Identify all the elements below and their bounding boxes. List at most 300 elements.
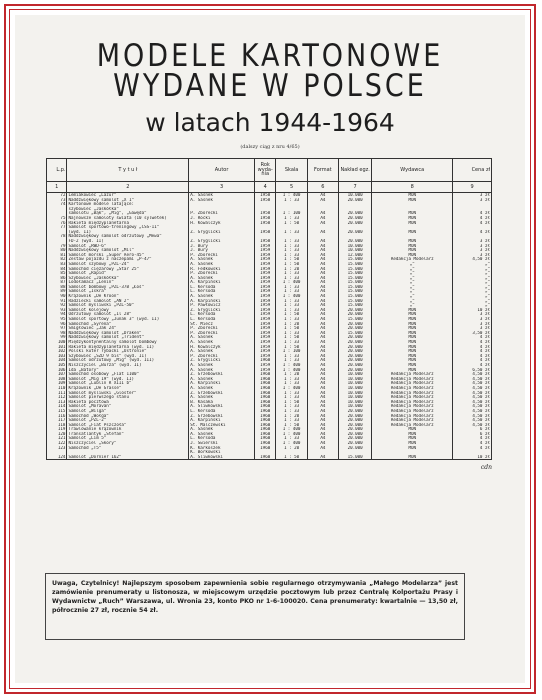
cell-publisher: Redakcja Modelarz <box>372 414 453 419</box>
cell-author: L. Kersoda <box>189 285 255 290</box>
cell-format: A4 <box>307 400 338 405</box>
cell-scale: 1 : 50 <box>276 423 307 428</box>
cell-publisher: MON <box>372 198 453 203</box>
cell-lp: 75 <box>47 216 67 221</box>
cell-year: 1960 <box>254 381 276 386</box>
cell-author: A. Sasnek <box>189 432 255 437</box>
cell-lp: 87 <box>47 280 67 285</box>
header-year: Rok wyda-nia <box>254 159 276 182</box>
cell-author: A. Sasnek <box>189 427 255 432</box>
cell-price: 4 zł <box>453 436 492 441</box>
cell-print-run: 15.000 <box>338 267 371 272</box>
cell-price: 4 zł <box>453 446 492 451</box>
cell-format: A4 <box>307 436 338 441</box>
cell-publisher: „” <box>372 280 453 285</box>
cell-publisher: MON <box>372 244 453 249</box>
cell-publisher: MON <box>372 331 453 336</box>
cell-print-run: 10.000 <box>338 386 371 391</box>
cell-scale: 1 : 100 <box>276 349 307 354</box>
cell-title: Naddźwiękowy samolot „X 1” <box>67 198 189 203</box>
cell-scale: 1 : 50 <box>276 326 307 331</box>
cell-print-run: 15.000 <box>338 271 371 276</box>
cell-title: Międzykontynentalny samolot bombowy <box>67 340 189 345</box>
cell-publisher: MON <box>372 239 453 244</box>
cell-lp: 77 <box>47 225 67 230</box>
cell-format: A4 <box>307 289 338 294</box>
cell-lp: 88 <box>47 285 67 290</box>
cell-title: Samochód „Wołga” <box>67 414 189 419</box>
cell-price: 3 zł <box>453 193 492 198</box>
table-header-row <box>47 159 492 182</box>
cell-format: A4 <box>307 441 338 446</box>
cell-year: 1959 <box>254 368 276 373</box>
cell-author: A. Śliwkowski <box>189 455 255 460</box>
cell-author: A. Sasnek <box>189 340 255 345</box>
cell-lp: 74 <box>47 202 67 207</box>
cell-lp: 85 <box>47 271 67 276</box>
cell-title: Trawlowanie krążownik <box>67 427 189 432</box>
cell-title: Samolot szybowy „PZL-24” <box>67 262 189 267</box>
cell-scale: 1 : 33 <box>276 317 307 322</box>
cell-author: H. Kowalczyk <box>189 221 255 226</box>
cell-year: 1959 <box>254 331 276 336</box>
cell-print-run: 20.000 <box>338 312 371 317</box>
cell-lp: 118 <box>47 423 67 428</box>
cell-title: Samolot myśliwski „Gloster” <box>67 391 189 396</box>
cell-publisher: „” <box>372 276 453 281</box>
cell-author: L. Kersoda <box>189 436 255 441</box>
cell-author: St. Malczewski <box>189 423 255 428</box>
cell-price: 3 zł <box>453 248 492 253</box>
cell-lp: 96 <box>47 322 67 327</box>
cell-year: 1959 <box>254 244 276 249</box>
cell-scale: 1 : 400 <box>276 386 307 391</box>
cell-author: A. Karpiński <box>189 418 255 423</box>
cell-format: A4 <box>307 193 338 198</box>
cell-price: 4 zł <box>453 340 492 345</box>
cell-format: A4 <box>307 303 338 308</box>
cell-lp: 109 <box>47 381 67 386</box>
cell-year: 1960 <box>254 372 276 377</box>
cell-scale: 1 : 20 <box>276 414 307 419</box>
cell-price: 4 zł <box>453 335 492 340</box>
cell-format: A4 <box>307 216 338 221</box>
cell-year: 1960 <box>254 455 276 460</box>
cell-title: Najnowsze samoloty świata (10 sylwetek) <box>67 216 189 221</box>
cell-price: 4,50 zł <box>453 423 492 428</box>
cell-scale: 1 : 33 <box>276 331 307 336</box>
cell-print-run: 20.000 <box>338 423 371 428</box>
cell-scale: 1 : 33 <box>276 409 307 414</box>
cell-price: „” <box>453 267 492 272</box>
cell-lp: 83 <box>47 262 67 267</box>
cell-author: P. Zborecki <box>189 211 255 216</box>
cell-scale: 1 : 20 <box>276 322 307 327</box>
cell-print-run: 10.000 <box>338 377 371 382</box>
cell-scale: 1 : 33 <box>276 303 307 308</box>
cell-format: A4 <box>307 372 338 377</box>
cell-author: L. Kersoda <box>189 289 255 294</box>
cell-title: (wyd. II) <box>67 230 189 235</box>
cell-print-run: 15.000 <box>338 317 371 322</box>
cell-print-run: 20.000 <box>338 409 371 414</box>
cell-title: Lodołamacz „Lenin” <box>67 280 189 285</box>
cell-scale: 1 : 50 <box>276 455 307 460</box>
title-line-2: WYDANE W POLSCE <box>113 68 427 105</box>
cell-year: 1959 <box>254 276 276 281</box>
cell-year: 1959 <box>254 312 276 317</box>
cell-price: „” <box>453 289 492 294</box>
cell-format: A4 <box>307 404 338 409</box>
cell-print-run: 10.000 <box>338 391 371 396</box>
cell-scale: 1 : 20 <box>276 267 307 272</box>
cell-publisher: MON <box>372 317 453 322</box>
cell-lp: 72 <box>47 193 67 198</box>
cell-title: szybowiec „Jaskółka” <box>67 207 189 212</box>
cell-print-run: 20.000 <box>338 326 371 331</box>
cell-title: Naddźwiękowy samolot „Trident” <box>67 335 189 340</box>
cell-author: A. Sasnek <box>189 257 255 262</box>
cell-publisher: „” <box>372 271 453 276</box>
cell-scale: 1 : 33 <box>276 216 307 221</box>
cell-lp: 111 <box>47 391 67 396</box>
cell-format: A4 <box>307 308 338 313</box>
cell-print-run: 20.000 <box>338 441 371 446</box>
cell-author: A. Sasnek <box>189 335 255 340</box>
cell-format: A4 <box>307 326 338 331</box>
cell-author: A. Sasnek <box>189 395 255 400</box>
cell-scale: 1 : 33 <box>276 289 307 294</box>
cell-year: 1959 <box>254 267 276 272</box>
cell-scale: 1 : 33 <box>276 340 307 345</box>
header-title: T y t u ł <box>67 159 189 182</box>
cell-year: 1960 <box>254 377 276 382</box>
cell-year: 1960 <box>254 446 276 451</box>
cell-author: A. Śliwkowski <box>189 404 255 409</box>
header-format: Format <box>307 159 338 182</box>
cell-print-run: 15.000 <box>338 257 371 262</box>
cell-author: P. Zborecki <box>189 326 255 331</box>
cell-publisher: MON <box>372 354 453 359</box>
cell-title: Naddźwiękowy samolot „Mil” <box>67 248 189 253</box>
cell-publisher: MON <box>372 216 453 221</box>
cell-print-run: 15.000 <box>338 294 371 299</box>
cell-lp: 73 <box>47 198 67 203</box>
cell-print-run: 20.000 <box>338 368 371 373</box>
cell-scale: 1 : 50 <box>276 400 307 405</box>
cell-print-run: 10.000 <box>338 244 371 249</box>
cell-title: Samolot „Lublin R XIII b” <box>67 381 189 386</box>
cell-scale: 1 : 33 <box>276 248 307 253</box>
cell-price: 4 zł <box>453 349 492 354</box>
cell-title: Ida „Batory” <box>67 368 189 373</box>
cell-title: FD-2 (wyd. II) <box>67 239 189 244</box>
cell-title: samolotu „Bąk”, „Mig”, „Gawęda” <box>67 211 189 216</box>
cell-publisher: MON <box>372 221 453 226</box>
cell-title: Samolot morski „Super Aero-45” <box>67 253 189 258</box>
cell-format: A4 <box>307 349 338 354</box>
cell-title: Samolot pierwszego stanu <box>67 395 189 400</box>
cell-lp: 91 <box>47 299 67 304</box>
cell-year: 1959 <box>254 299 276 304</box>
cell-price: 4,50 zł <box>453 395 492 400</box>
cell-publisher: MON <box>372 253 453 258</box>
subscription-notice: Uwaga, Czytelnicy! Najlepszym sposobem zapewnienia sobie regularnego otrzymywania „Małego Modelarza” jest zamówienie prenumeraty u listonosza, w miejscowym urzędzie pocztowym lub przez Centralę Kolportażu Prasy i Wydawnictw „Ruch” Warszawa, ul. Wronia 23, konto PKO nr 1-6-100020. Cena prenumeraty: kwartalnie — 13,50 zł, półrocznie 27 zł, rocznie 54 zł. <box>45 573 465 640</box>
cell-year: 1960 <box>254 409 276 414</box>
column-number: 9 <box>453 182 492 193</box>
cell-format: A4 <box>307 345 338 350</box>
cell-publisher: MON <box>372 193 453 198</box>
cell-year: 1960 <box>254 358 276 363</box>
cell-lp: 80 <box>47 248 67 253</box>
cell-publisher: Redakcja Modelarz <box>372 423 453 428</box>
cell-publisher: „” <box>372 303 453 308</box>
column-number: 2 <box>67 182 189 193</box>
cell-publisher: Redakcja Modelarz <box>372 372 453 377</box>
cell-scale: 1 : 50 <box>276 312 307 317</box>
cell-format: A4 <box>307 280 338 285</box>
cell-scale: 1 : 400 <box>276 363 307 368</box>
cell-lp: 89 <box>47 289 67 294</box>
cell-format: A4 <box>307 294 338 299</box>
cell-publisher: Redakcja Modelarz <box>372 418 453 423</box>
cell-year: 1959 <box>254 354 276 359</box>
cell-author: Z. Grzebowski <box>189 414 255 419</box>
cell-author: H. Kowalczyk <box>189 345 255 350</box>
cell-format: A4 <box>307 446 338 451</box>
cell-publisher: MON <box>372 368 453 373</box>
cell-format: A4 <box>307 267 338 272</box>
cell-format: A4 <box>307 239 338 244</box>
cell-publisher: Redakcja Modelarz <box>372 404 453 409</box>
cell-price: „” <box>453 276 492 281</box>
cell-title: Samolot „Wilga” <box>67 409 189 414</box>
cell-year: 1960 <box>254 427 276 432</box>
cell-lp: 108 <box>47 377 67 382</box>
cell-price: 6,50 zł <box>453 368 492 373</box>
cell-author: B. Kasaka <box>189 400 255 405</box>
cell-print-run: 20.000 <box>338 427 371 432</box>
cell-author: J. Rocki <box>189 216 255 221</box>
cell-scale: 1 : 20 <box>276 372 307 377</box>
cell-year: 1959 <box>254 340 276 345</box>
cell-format: A4 <box>307 423 338 428</box>
cell-format: A4 <box>307 322 338 327</box>
cell-year: 1960 <box>254 432 276 437</box>
column-number-row <box>47 182 492 193</box>
cell-title: Samolot „Mig 19” (wyd. II) <box>67 377 189 382</box>
cell-year: 1960 <box>254 400 276 405</box>
table-body <box>47 193 492 460</box>
cell-price: 3 zł <box>453 326 492 331</box>
cell-lp: 97 <box>47 326 67 331</box>
cell-price: „” <box>453 303 492 308</box>
title-line-1: MODELE KARTONOWE <box>96 38 444 75</box>
cell-year: 1958 <box>254 230 276 235</box>
cell-lp: 124 <box>47 455 67 460</box>
cell-scale: 1 : 33 <box>276 244 307 249</box>
cell-title: Transatlantyk „Stefan” <box>67 432 189 437</box>
cell-price: 4 zł <box>453 354 492 359</box>
cell-title: Samolot „Rapid” <box>67 271 189 276</box>
column-number: 6 <box>307 182 338 193</box>
cell-scale: 1 : 33 <box>276 276 307 281</box>
cell-publisher: „” <box>372 289 453 294</box>
cell-scale: 1 : 33 <box>276 239 307 244</box>
cell-format: A4 <box>307 409 338 414</box>
header-scale: Skala <box>276 159 307 182</box>
cell-author: K. Karkoszek <box>189 446 255 451</box>
cell-publisher: MON <box>372 308 453 313</box>
cell-print-run: 20.000 <box>338 432 371 437</box>
cell-year: 1959 <box>254 345 276 350</box>
cell-year: 1960 <box>254 436 276 441</box>
signature-note: cdn <box>480 464 492 472</box>
cell-price: 4,50 zł <box>453 381 492 386</box>
cell-lp: 76 <box>47 221 67 226</box>
cell-lp: 113 <box>47 400 67 405</box>
cell-publisher: MON <box>372 335 453 340</box>
cell-price: „” <box>453 299 492 304</box>
cell-lp: 121 <box>47 436 67 441</box>
cell-price: 4,50 zł <box>453 372 492 377</box>
cell-year: 1958 <box>254 211 276 216</box>
cell-format: A4 <box>307 262 338 267</box>
cell-price: 3 zł <box>453 322 492 327</box>
cell-year: 1959 <box>254 280 276 285</box>
cell-title: Samolot „PZL-2” <box>67 418 189 423</box>
cell-price: 3 zł <box>453 312 492 317</box>
cell-author: St. Miecz <box>189 322 255 327</box>
cell-publisher: MON <box>372 345 453 350</box>
cell-lp: 81 <box>47 253 67 258</box>
cell-print-run: 20.000 <box>338 418 371 423</box>
cell-title: Polski kuter rybacki „Ustronie” <box>67 349 189 354</box>
cell-year: 1960 <box>254 386 276 391</box>
cell-print-run: 10.000 <box>338 395 371 400</box>
cell-year: 1959 <box>254 248 276 253</box>
cell-title: Śmigłowiec „Jak 24” <box>67 326 189 331</box>
cell-title: Lemiakowiec „Lazur” <box>67 193 189 198</box>
cell-author: P. Pawłowicz <box>189 303 255 308</box>
cell-print-run: 20.000 <box>338 436 371 441</box>
cell-author: A. Sasnek <box>189 262 255 267</box>
cell-author: R. Fedkowski <box>189 267 255 272</box>
column-number: 1 <box>47 182 67 193</box>
cell-format: A4 <box>307 230 338 235</box>
cell-publisher: MON <box>372 322 453 327</box>
cell-year: 1958 <box>254 193 276 198</box>
cell-title: Samolot kolejowy <box>67 308 189 313</box>
cell-author: Z. Gryglicki <box>189 358 255 363</box>
cell-scale: 1 : 100 <box>276 211 307 216</box>
cell-author: P. Zborecki <box>189 271 255 276</box>
cell-lp: 103 <box>47 354 67 359</box>
table-row <box>47 455 492 460</box>
cell-scale: 1 : 33 <box>276 395 307 400</box>
cell-scale: 1 : 50 <box>276 345 307 350</box>
cell-scale: 1 : 400 <box>276 441 307 446</box>
cell-print-run: 20.000 <box>338 354 371 359</box>
cell-price: 4,50 zł <box>453 400 492 405</box>
cell-author: A. Sasnek <box>189 294 255 299</box>
cell-year: 1958 <box>254 239 276 244</box>
cell-title: Samolot „Lim 5” <box>67 436 189 441</box>
cell-price: 6 zł <box>453 432 492 437</box>
cell-publisher: Redakcja Modelarz <box>372 377 453 382</box>
cell-year: 1959 <box>254 335 276 340</box>
cell-print-run: 20.000 <box>338 363 371 368</box>
cell-lp: 119 <box>47 427 67 432</box>
cell-lp: 86 <box>47 276 67 281</box>
cell-price: 3 zł <box>453 244 492 249</box>
cell-title: Rakieta międzyplanetarna <box>67 221 189 226</box>
header-lp: L.p. <box>47 159 67 182</box>
cell-scale: 1 : 33 <box>276 354 307 359</box>
cell-scale: 1 : 33 <box>276 271 307 276</box>
cell-author: Z. Grzebowski <box>189 372 255 377</box>
cell-print-run: 20.000 <box>338 221 371 226</box>
cell-lp: 112 <box>47 395 67 400</box>
cell-author: A. Sasnek <box>189 198 255 203</box>
cell-scale: 1 : 33 <box>276 418 307 423</box>
cell-price: „” <box>453 271 492 276</box>
cell-publisher: „” <box>372 294 453 299</box>
cell-lp: 120 <box>47 432 67 437</box>
cell-scale: 1 : 400 <box>276 280 307 285</box>
cell-lp: 79 <box>47 244 67 249</box>
cell-publisher: Redakcja Modelarz <box>372 409 453 414</box>
cell-price: 4,50 zł <box>453 377 492 382</box>
cell-print-run: 15.000 <box>338 455 371 460</box>
cell-price: 3 zł <box>453 198 492 203</box>
cell-lp: 122 <box>47 441 67 446</box>
cell-print-run: 10.000 <box>338 248 371 253</box>
cell-title: Rakieta pocztowa <box>67 400 189 405</box>
cell-lp: 95 <box>47 317 67 322</box>
cell-year: 1959 <box>254 349 276 354</box>
cell-print-run: 20.000 <box>338 322 371 327</box>
cell-title: Kartonowe modele latające: <box>67 202 189 207</box>
cell-lp: 84 <box>47 267 67 272</box>
cell-author: A. Sasnek <box>189 193 255 198</box>
cell-year: 1960 <box>254 391 276 396</box>
cell-author: L. Kersoda <box>189 312 255 317</box>
cell-price: 4,50 zł <box>453 391 492 396</box>
cell-year: 1960 <box>254 423 276 428</box>
cell-year: 1959 <box>254 289 276 294</box>
cell-year: 1959 <box>254 253 276 258</box>
cell-format: A4 <box>307 340 338 345</box>
cell-author: L. Kersoda <box>189 409 255 414</box>
cell-title: Zestaw pojazdu z naczepami „P-47” <box>67 257 189 262</box>
cell-scale: 1 : 33 <box>276 299 307 304</box>
cell-author: Z. Gryglicki <box>189 230 255 235</box>
cell-publisher: MON <box>372 312 453 317</box>
cell-title: Rakieta międzyplanetarna (wyd. II) <box>67 345 189 350</box>
cell-author: J. Bury <box>189 244 255 249</box>
cell-price: 4 zł <box>453 441 492 446</box>
cell-scale: 1 : 20 <box>276 446 307 451</box>
cell-title: Samochód „Syrena” <box>67 322 189 327</box>
cell-print-run: 15.000 <box>338 299 371 304</box>
cell-format: A4 <box>307 391 338 396</box>
cell-author: A. Sasnek <box>189 276 255 281</box>
cell-format: A4 <box>307 253 338 258</box>
cell-year: 1959 <box>254 363 276 368</box>
cell-lp: 90 <box>47 294 67 299</box>
column-number: 3 <box>189 182 255 193</box>
